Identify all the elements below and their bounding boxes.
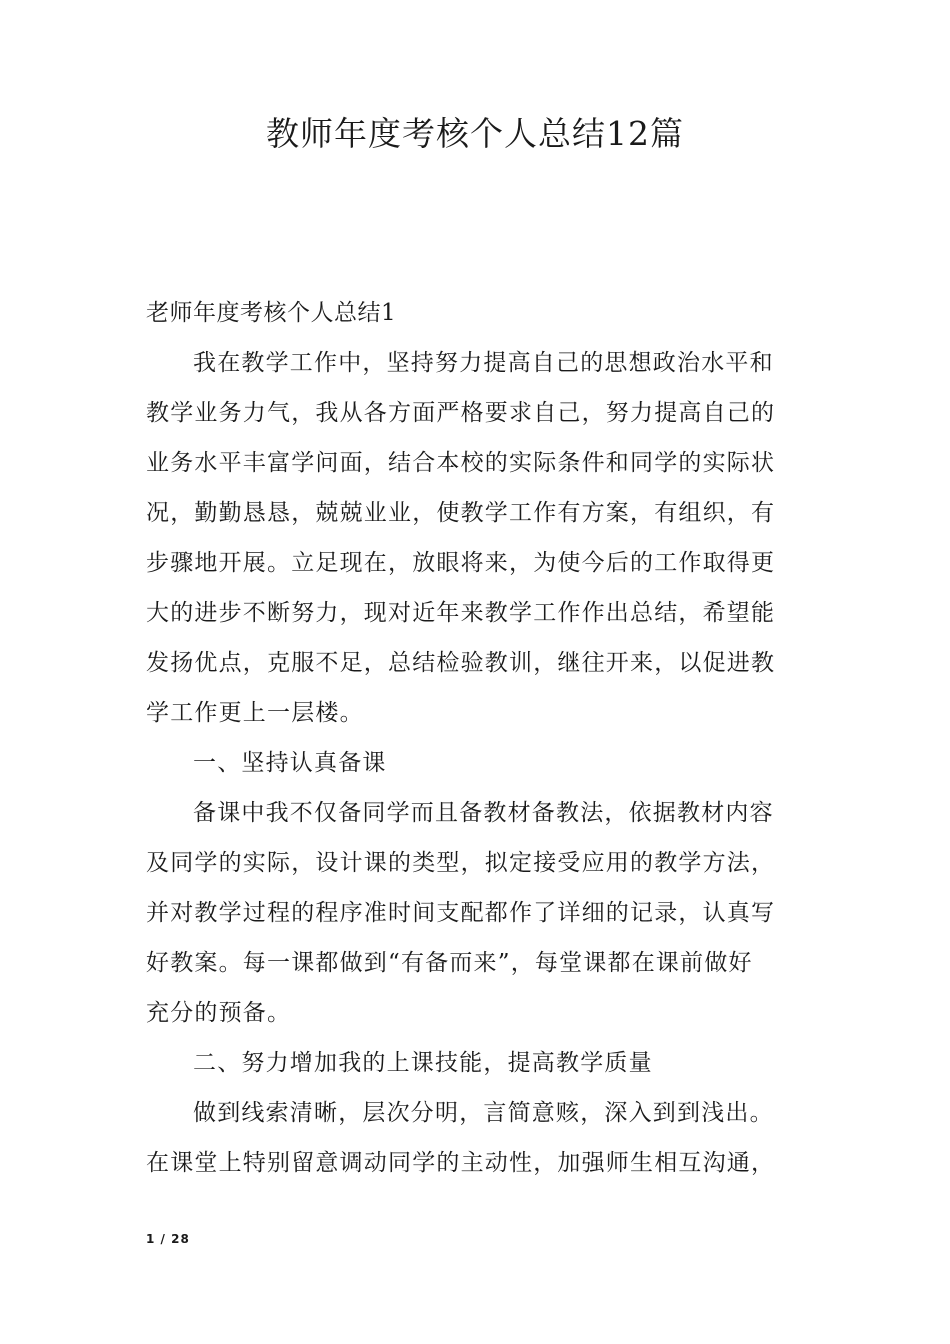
section-heading: 老师年度考核个人总结1 bbox=[146, 300, 397, 326]
paragraph-line: 况，勤勤恳恳，兢兢业业，使教学工作有方案，有组织，有 bbox=[146, 500, 776, 526]
document-body bbox=[146, 288, 818, 1188]
paragraph-line: 业务水平丰富学问面，结合本校的实际条件和同学的实际状 bbox=[146, 450, 776, 476]
paragraph-line: 大的进步不断努力，现对近年来教学工作作出总结，希望能 bbox=[146, 600, 776, 626]
paragraph-line: 做到线索清晰，层次分明，言简意赅，深入到到浅出。 bbox=[193, 1100, 774, 1126]
paragraph-line: 及同学的实际，设计课的类型，拟定接受应用的教学方法， bbox=[146, 850, 776, 876]
paragraph-line: 步骤地开展。立足现在，放眼将来，为使今后的工作取得更 bbox=[146, 550, 776, 576]
paragraph-line: 学工作更上一层楼。 bbox=[146, 700, 364, 726]
paragraph-line: 发扬优点，克服不足，总结检验教训，继往开来，以促进教 bbox=[146, 650, 776, 676]
paragraph-line: 好教案。每一课都做到“有备而来”，每堂课都在课前做好 bbox=[146, 950, 753, 976]
paragraph-line: 在课堂上特别留意调动同学的主动性，加强师生相互沟通， bbox=[146, 1150, 776, 1176]
paragraph-line: 并对教学过程的程序准时间支配都作了详细的记录，认真写 bbox=[146, 900, 776, 926]
subsection-heading: 一、坚持认真备课 bbox=[193, 750, 387, 776]
paragraph-line: 备课中我不仅备同学而且备教材备教法，依据教材内容 bbox=[193, 800, 774, 826]
paragraph-line: 教学业务力气，我从各方面严格要求自己，努力提高自己的 bbox=[146, 400, 776, 426]
document-title: 教师年度考核个人总结12篇 bbox=[266, 114, 684, 153]
paragraph-line: 我在教学工作中，坚持努力提高自己的思想政治水平和 bbox=[193, 350, 774, 376]
page-number: 1 / 28 bbox=[146, 1232, 190, 1246]
paragraph-line: 充分的预备。 bbox=[146, 1000, 292, 1026]
subsection-heading: 二、努力增加我的上课技能，提高教学质量 bbox=[193, 1050, 653, 1076]
